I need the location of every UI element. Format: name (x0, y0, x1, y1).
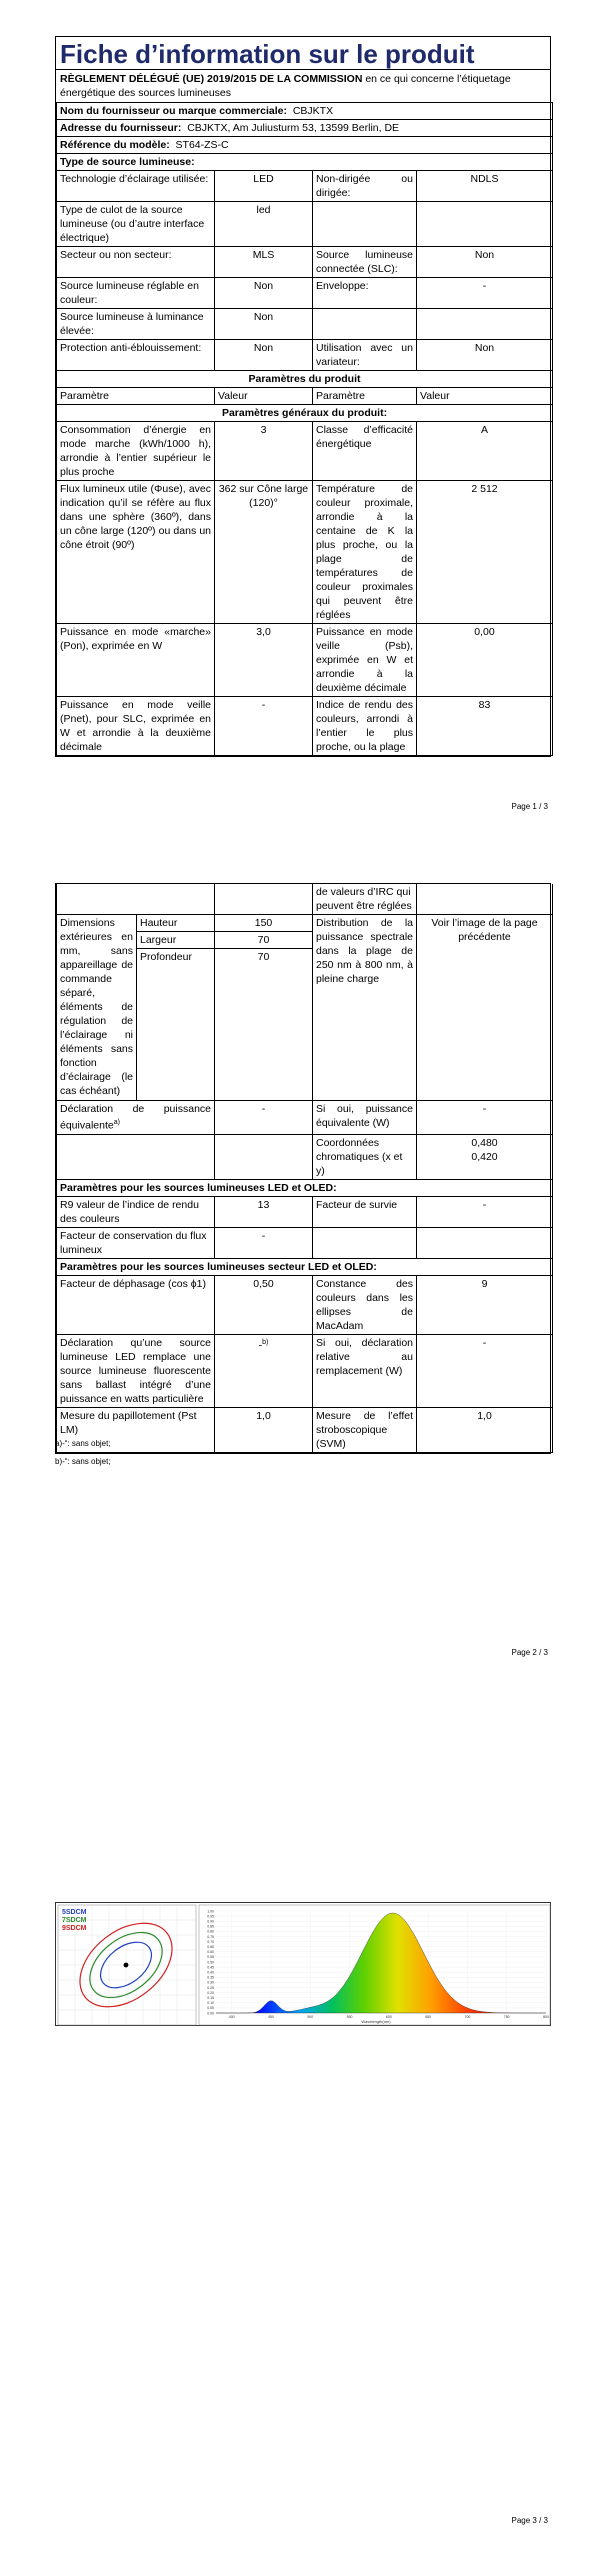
y-tick-label: 0.65 (207, 1945, 214, 1949)
tunable-label: Source lumineuse réglable en couleur: (57, 278, 215, 309)
envelope-label: Enveloppe: (313, 278, 417, 309)
y-tick-label: 0.95 (207, 1914, 214, 1919)
pon-value: 3,0 (215, 624, 313, 697)
footnote-b: b)-“: sans objet; (55, 1457, 111, 1466)
params-header: Paramètres du produit (57, 371, 553, 388)
regulation-text (56, 70, 550, 102)
chroma-label: Coordonnées chromatiques (x et y) (313, 1134, 417, 1179)
dims-height-row (57, 915, 553, 932)
height-value: 150 (215, 915, 313, 932)
y-tick-label: 0.85 (207, 1924, 214, 1929)
params-header-row (57, 371, 553, 388)
col-param-2: Paramètre (313, 388, 417, 405)
chroma-x: 0,480 (471, 1136, 498, 1149)
y-tick-label: 0.40 (207, 1970, 214, 1975)
model-row (57, 137, 553, 154)
equiv-w-value: - (417, 1101, 553, 1135)
mains-value: MLS (215, 247, 313, 278)
product-table-2 (56, 884, 553, 1453)
consumption-row (57, 422, 553, 481)
chroma-row (57, 1134, 553, 1179)
cri-cont-row (57, 884, 553, 915)
macadam-label: Constance des couleurs dans les ellipses de MacAdam (313, 1275, 417, 1334)
pst-row (57, 1407, 553, 1452)
fluo-w-label: Si oui, déclaration relative au remplacement (W) (313, 1334, 417, 1407)
spd-value: Voir l’image de la page précédente (417, 915, 553, 1101)
col-value-2: Valeur (417, 388, 553, 405)
x-tick-label: 750 (503, 2015, 510, 2019)
chroma-y: 0,420 (471, 1150, 498, 1163)
y-tick-label: 0.90 (207, 1919, 214, 1924)
r9-row (57, 1196, 553, 1227)
y-tick-label: 0.00 (207, 2011, 214, 2016)
psb-label: Puissance en mode veille (Psb), exprimée en W et arrondie à la deuxième décimale (313, 624, 417, 697)
product-table-1 (56, 102, 553, 756)
param-columns-row (57, 388, 553, 405)
led-header: Paramètres pour les sources lumineuses LED et OLED: (57, 1179, 553, 1196)
dims-label: Dimensions extérieures en mm, sans appareillage de commande séparé, éléments de régulation de l’éclairage ni éléments sans fonction d’éclairage (le cas échéant) (57, 915, 137, 1101)
equiv-row (57, 1101, 553, 1135)
regulation-bold: RÈGLEMENT DÉLÉGUÉ (UE) 2019/2015 DE LA COMMISSION (60, 73, 363, 85)
envelope-value: - (417, 278, 553, 309)
mains-header-row (57, 1258, 553, 1275)
supplier-label: Nom du fournisseur ou marque commerciale: (60, 105, 287, 117)
slc-value: Non (417, 247, 553, 278)
source-type-label: Type de source lumineuse: (57, 154, 553, 171)
pon-row (57, 624, 553, 697)
r9-value: 13 (215, 1196, 313, 1227)
y-tick-label: 0.70 (207, 1939, 214, 1944)
x-tick-label: 650 (425, 2015, 432, 2019)
led-header-row (57, 1179, 553, 1196)
fluo-w-value: - (417, 1334, 553, 1407)
col-value-1: Valeur (215, 388, 313, 405)
general-header-row (57, 405, 553, 422)
survival-value: - (417, 1196, 553, 1227)
y-tick-label: 0.25 (207, 1985, 214, 1990)
dimmable-value: Non (417, 340, 553, 371)
eff-class-value: A (417, 422, 553, 481)
highlum-label: Source lumineuse à luminance élevée: (57, 309, 215, 340)
legend-5sdcm: 5SDCM (62, 1909, 87, 1916)
survival-label: Facteur de survie (313, 1196, 417, 1227)
y-tick-label: 0.35 (207, 1975, 214, 1980)
lumen-maint-row (57, 1227, 553, 1258)
supplier-value: CBJKTX (292, 105, 334, 117)
y-tick-label: 0.55 (207, 1955, 214, 1960)
cri-value: 83 (417, 697, 553, 756)
tunable-row (57, 278, 553, 309)
pnet-value: - (215, 697, 313, 756)
eff-class-label: Classe d’efficacité énergétique (313, 422, 417, 481)
depth-value: 70 (215, 949, 313, 1101)
pnet-label: Puissance en mode veille (Pnet), pour SLC, exprimée en W et arrondie à la deuxième décimale (57, 697, 215, 756)
consumption-value: 3 (215, 422, 313, 481)
y-tick-label: 0.80 (207, 1929, 214, 1934)
psb-value: 0,00 (417, 624, 553, 697)
figure-svg (56, 1903, 552, 2027)
page-2 (0, 853, 603, 1706)
glare-row (57, 340, 553, 371)
flux-label: Flux lumineux utile (Φuse), avec indication qu’il se réfère au flux dans une sphère (360º), dans un cône large (120º) ou dans un cône étroit (90º) (57, 481, 215, 624)
sheet-title: Fiche d’information sur le produit (56, 37, 550, 70)
model-label: Référence du modèle: (60, 139, 170, 151)
page-3 (0, 1706, 603, 2560)
flux-row (57, 481, 553, 624)
col-param-1: Paramètre (57, 388, 215, 405)
cct-value: 2 512 (417, 481, 553, 624)
tunable-value: Non (215, 278, 313, 309)
equiv-sup: a) (113, 1119, 120, 1126)
general-header: Paramètres généraux du produit: (57, 405, 553, 422)
x-tick-label: 550 (346, 2015, 353, 2019)
consumption-label: Consommation d’énergie en mode marche (kWh/1000 h), arrondie à l’entier supérieur le plus proche (57, 422, 215, 481)
glare-label: Protection anti-éblouissement: (57, 340, 215, 371)
highlum-row (57, 309, 553, 340)
address-row (57, 120, 553, 137)
fluo-sup: b) (262, 1338, 269, 1346)
flux-value: 362 sur Cône large (120)° (215, 481, 313, 624)
x-tick-label: 500 (307, 2015, 314, 2019)
width-label: Largeur (137, 932, 215, 949)
spectrum-figure (55, 1902, 551, 2026)
width-value: 70 (215, 932, 313, 949)
y-tick-label: 0.60 (207, 1950, 214, 1955)
mains-row (57, 247, 553, 278)
r9-label: R9 valeur de l’indice de rendu des couleurs (57, 1196, 215, 1227)
highlum-value: Non (215, 309, 313, 340)
y-tick-label: 0.75 (207, 1934, 214, 1939)
tech-value: LED (215, 171, 313, 202)
product-info-sheet-cont (55, 883, 551, 1454)
equiv-w-label: Si oui, puissance équivalente (W) (313, 1101, 417, 1135)
fluo-value: - (258, 1339, 263, 1351)
y-tick-label: 0.20 (207, 1990, 214, 1995)
svm-value: 1,0 (417, 1407, 553, 1452)
legend-7sdcm: 7SDCM (62, 1917, 87, 1924)
x-tick-label: 700 (464, 2015, 471, 2019)
model-value: ST64-ZS-C (175, 139, 229, 151)
x-tick-label: 800 (543, 2015, 549, 2019)
lumen-maint-value: - (215, 1227, 313, 1258)
pf-row (57, 1275, 553, 1334)
spectrum-panel (199, 1905, 550, 2025)
cap-label: Type de culot de la source lumineuse (ou d’autre interface électrique) (57, 202, 215, 247)
page-1 (0, 0, 603, 853)
glare-value: Non (215, 340, 313, 371)
cri-label: Indice de rendu des couleurs, arrondi à l’entier le plus proche, ou la plage (313, 697, 417, 756)
cap-value: led (215, 202, 313, 247)
mains-label: Secteur ou non secteur: (57, 247, 215, 278)
spectrum-y-ticks (207, 1909, 214, 2015)
y-tick-label: 0.15 (207, 1996, 214, 2000)
y-tick-label: 1.00 (207, 1909, 214, 1914)
y-tick-label: 0.10 (207, 2001, 214, 2006)
chromaticity-point (124, 1963, 129, 1968)
page-number-2: Page 2 / 3 (511, 1648, 548, 1657)
cct-label: Température de couleur proximale, arrondie à la centaine de K la plus proche, ou la plage de températures de couleur proximales qui peuvent être réglées (313, 481, 417, 624)
footnote-a: a)-“: sans objet; (55, 1439, 111, 1448)
mains-header: Paramètres pour les sources lumineuses secteur LED et OLED: (57, 1258, 553, 1275)
tech-label: Technologie d’éclairage utilisée: (57, 171, 215, 202)
page-number-3: Page 3 / 3 (511, 2516, 548, 2525)
x-tick-label: 400 (228, 2015, 235, 2019)
nondir-value: NDLS (417, 171, 553, 202)
dimmable-label: Utilisation avec un variateur: (313, 340, 417, 371)
svm-label: Mesure de l’effet stroboscopique (SVM) (313, 1407, 417, 1452)
pnet-row (57, 697, 553, 756)
fluo-label: Déclaration qu’une source lumineuse LED remplace une source lumineuse fluorescente sans ballast intégré d’une puissance en watts particulière (57, 1334, 215, 1407)
pst-value: 1,0 (215, 1407, 313, 1452)
nondir-label: Non-dirigée ou dirigée: (313, 171, 417, 202)
tech-row (57, 171, 553, 202)
cri-cont-label: de valeurs d’IRC qui peuvent être réglées (313, 884, 417, 915)
y-tick-label: 0.45 (207, 1965, 214, 1970)
macadam-value: 9 (417, 1275, 553, 1334)
pf-label: Facteur de déphasage (cos ϕ1) (57, 1275, 215, 1334)
supplier-row (57, 103, 553, 120)
y-tick-label: 0.05 (207, 2006, 214, 2011)
cap-row (57, 202, 553, 247)
macadam-panel (58, 1905, 196, 2025)
depth-label: Profondeur (137, 949, 215, 1101)
spectrum-x-label: Wavelength(nm) (361, 2019, 391, 2024)
fluo-row (57, 1334, 553, 1407)
height-label: Hauteur (137, 915, 215, 932)
address-label: Adresse du fournisseur: (60, 122, 182, 134)
lumen-maint-label: Facteur de conservation du flux lumineux (57, 1227, 215, 1258)
equiv-value: - (215, 1101, 313, 1135)
legend-9sdcm: 9SDCM (62, 1925, 87, 1932)
page-number-1: Page 1 / 3 (511, 802, 548, 811)
pf-value: 0,50 (215, 1275, 313, 1334)
regulation-rest: en ce qui concerne l’étiquetage énergétique des sources lumineuses (60, 73, 511, 99)
y-tick-label: 0.50 (207, 1960, 214, 1965)
x-tick-label: 450 (268, 2015, 274, 2019)
address-value: CBJKTX, Am Juliusturm 53, 13599 Berlin, DE (187, 122, 400, 134)
y-tick-label: 0.30 (207, 1980, 214, 1985)
slc-label: Source lumineuse connectée (SLC): (313, 247, 417, 278)
spd-label: Distribution de la puissance spectrale dans la plage de 250 nm à 800 nm, à pleine charge (313, 915, 417, 1101)
pst-label: Mesure du papillotement (Pst LM) (57, 1407, 215, 1452)
pon-label: Puissance en mode «marche» (Pon), exprimée en W (57, 624, 215, 697)
equiv-label: Déclaration de puissance équivalente (60, 1103, 211, 1132)
x-tick-label: 600 (385, 2015, 392, 2019)
source-type-row (57, 154, 553, 171)
product-info-sheet (55, 36, 551, 757)
